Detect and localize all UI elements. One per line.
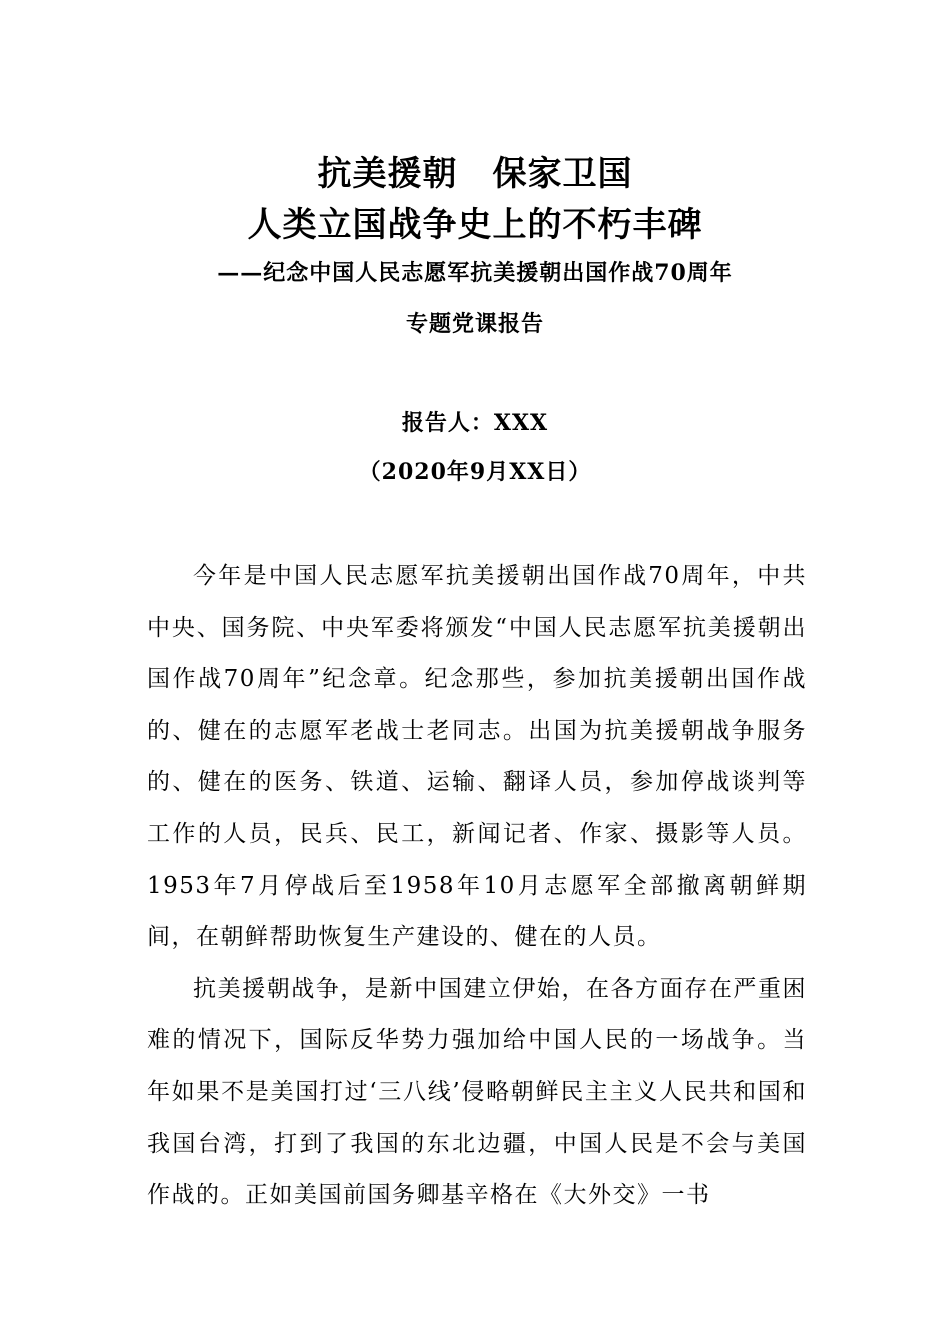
date-line: （2020年9月XX日） [358, 459, 592, 485]
title-line-1: 抗美援朝 保家卫国 [317, 154, 633, 194]
paragraph-1: 今年是中国人民志愿军抗美援朝出国作战70周年，中共中央、国务院、中央军委将颁发“中国人民志愿军抗美援朝出国作战70周年”纪念章。纪念那些，参加抗美援朝出国作战的、健在的志愿军老战士老同志。出国为抗美援朝战争服务的、健在的医务、铁道、运输、翻译人员，参加停战谈判等工作的人员，民兵、民工，新闻记者、作家、摄影等人员。1953年7月停战后至1958年10月志愿军全部撤离朝鲜期间，在朝鲜帮助恢复生产建设的、健在的人员。 [147, 563, 807, 951]
subtitle-report-type: 专题党课报告 [405, 311, 544, 337]
title-line-2: 人类立国战争史上的不朽丰碑 [247, 205, 703, 245]
subtitle: ——纪念中国人民志愿军抗美援朝出国作战70周年 [217, 260, 733, 286]
body-text [147, 551, 807, 1222]
paragraph-2: 抗美援朝战争，是新中国建立伊始，在各方面存在严重困难的情况下，国际反华势力强加给中国人民的一场战争。当年如果不是美国打过‘三八线’侵略朝鲜民主主义人民共和国和我国台湾，打到了我国的东北边疆，中国人民是不会与美国作战的。正如美国前国务卿基辛格在《大外交》一书 [147, 975, 807, 1209]
reporter-line: 报告人：XXX [401, 410, 549, 436]
